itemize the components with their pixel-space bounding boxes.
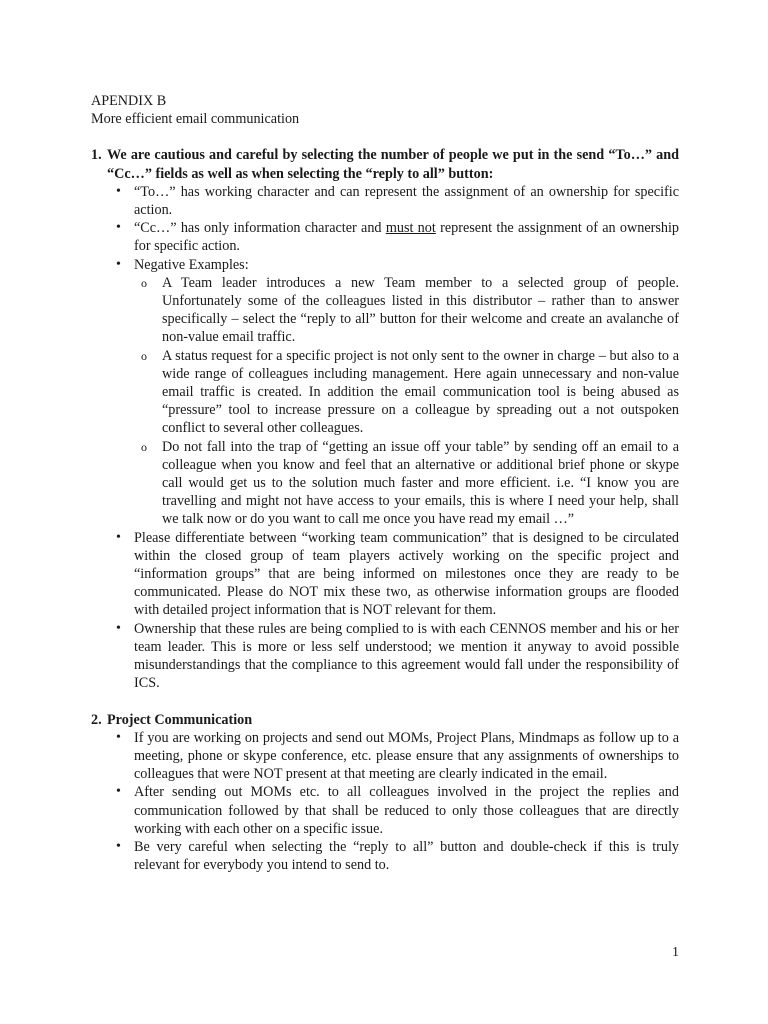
list-item: • If you are working on projects and send out MOMs, Project Plans, Mindmaps as follow up to a meeting, phone or skype conference, etc. please ensure that any assignments of ownerships to colleagues that were NOT present at that meeting are clearly indicated in the email.: [116, 729, 679, 784]
section-heading: [91, 146, 679, 182]
bullet-list: [91, 729, 679, 875]
document-page: [91, 92, 679, 874]
sub-list-item: o A status request for a specific project is not only sent to the owner in charge – but also to a wide range of colleagues including management. Here again unnecessary and non-value email traffic is created. In addition the email communication tool is being abused as “pressure” tool to increase pressure on a colleague by spreading out a not outspoken conflict to several other colleagues.: [141, 347, 679, 438]
list-item: • Ownership that these rules are being complied to is with each CENNOS member and his or her team leader. This is more or less self understood; we mention it anyway to avoid possible misunderstandings that the compliance to this agreement would fall under the responsibility of ICS.: [116, 620, 679, 693]
must-not-underlined: must not: [385, 220, 436, 237]
section-number: 1.: [91, 147, 102, 164]
negative-examples-label: Negative Examples:: [134, 256, 249, 273]
appendix-heading: APENDIX B: [91, 93, 167, 109]
list-item: • Please differentiate between “working team communication” that is designed to be circulated within the closed group of team players actively working on the specific project and “information groups” that are being informed on milestones once they are ready to be communicated. Please do NOT mix these two, as otherwise information groups are flooded with detailed project information that is NOT relevant for them.: [116, 529, 679, 620]
section-number: 2.: [91, 711, 102, 728]
list-item-to-field: • “To…” has working character and can represent the assignment of an ownership for specific action.: [116, 183, 679, 219]
negative-examples-list: [134, 274, 679, 529]
sub-list-item: o A Team leader introduces a new Team member to a selected group of people. Unfortunately some of the colleagues listed in this distributor – rather than to answer specifically – select the “reply to all” button for their welcome and create an avalanche of non-value email traffic.: [141, 274, 679, 347]
list-item: • After sending out MOMs etc. to all colleagues involved in the project the replies and communication followed by that shall be reduced to only those colleagues that are directly working with each other on a specific issue.: [116, 783, 679, 838]
section-project-communication: [91, 711, 679, 875]
cc-text-after: represent the assignment of an ownership for specific action.: [134, 220, 679, 255]
list-item-negative-examples: [116, 256, 679, 529]
document-subtitle: More efficient email communication: [91, 111, 300, 128]
section-title: Project Communication: [107, 711, 253, 728]
section-email-recipients: [91, 146, 679, 692]
page-number: 1: [672, 945, 679, 960]
bullet-list: [91, 183, 679, 693]
sub-list-item: o Do not fall into the trap of “getting an issue off your table” by sending off an email to a colleague when you know and feel that an alternative or additional brief phone or skype call would get us to the solution much faster and more efficient. i.e. “I know you are travelling and might not have access to your emails, this is where I need your help, shall we talk now or do you want to call me once you have read my email …”: [141, 438, 679, 529]
list-item-cc-field: [116, 219, 679, 255]
list-item: • Be very careful when selecting the “reply to all” button and double-check if this is truly relevant for everybody you intend to send to.: [116, 838, 679, 874]
section-heading: [91, 711, 679, 729]
cc-text-before: “Cc…” has only information character and: [134, 220, 386, 237]
section-title: We are cautious and careful by selecting the number of people we put in the send “To…” and “Cc…” fields as well as when selecting the “reply to all” button:: [107, 147, 679, 182]
